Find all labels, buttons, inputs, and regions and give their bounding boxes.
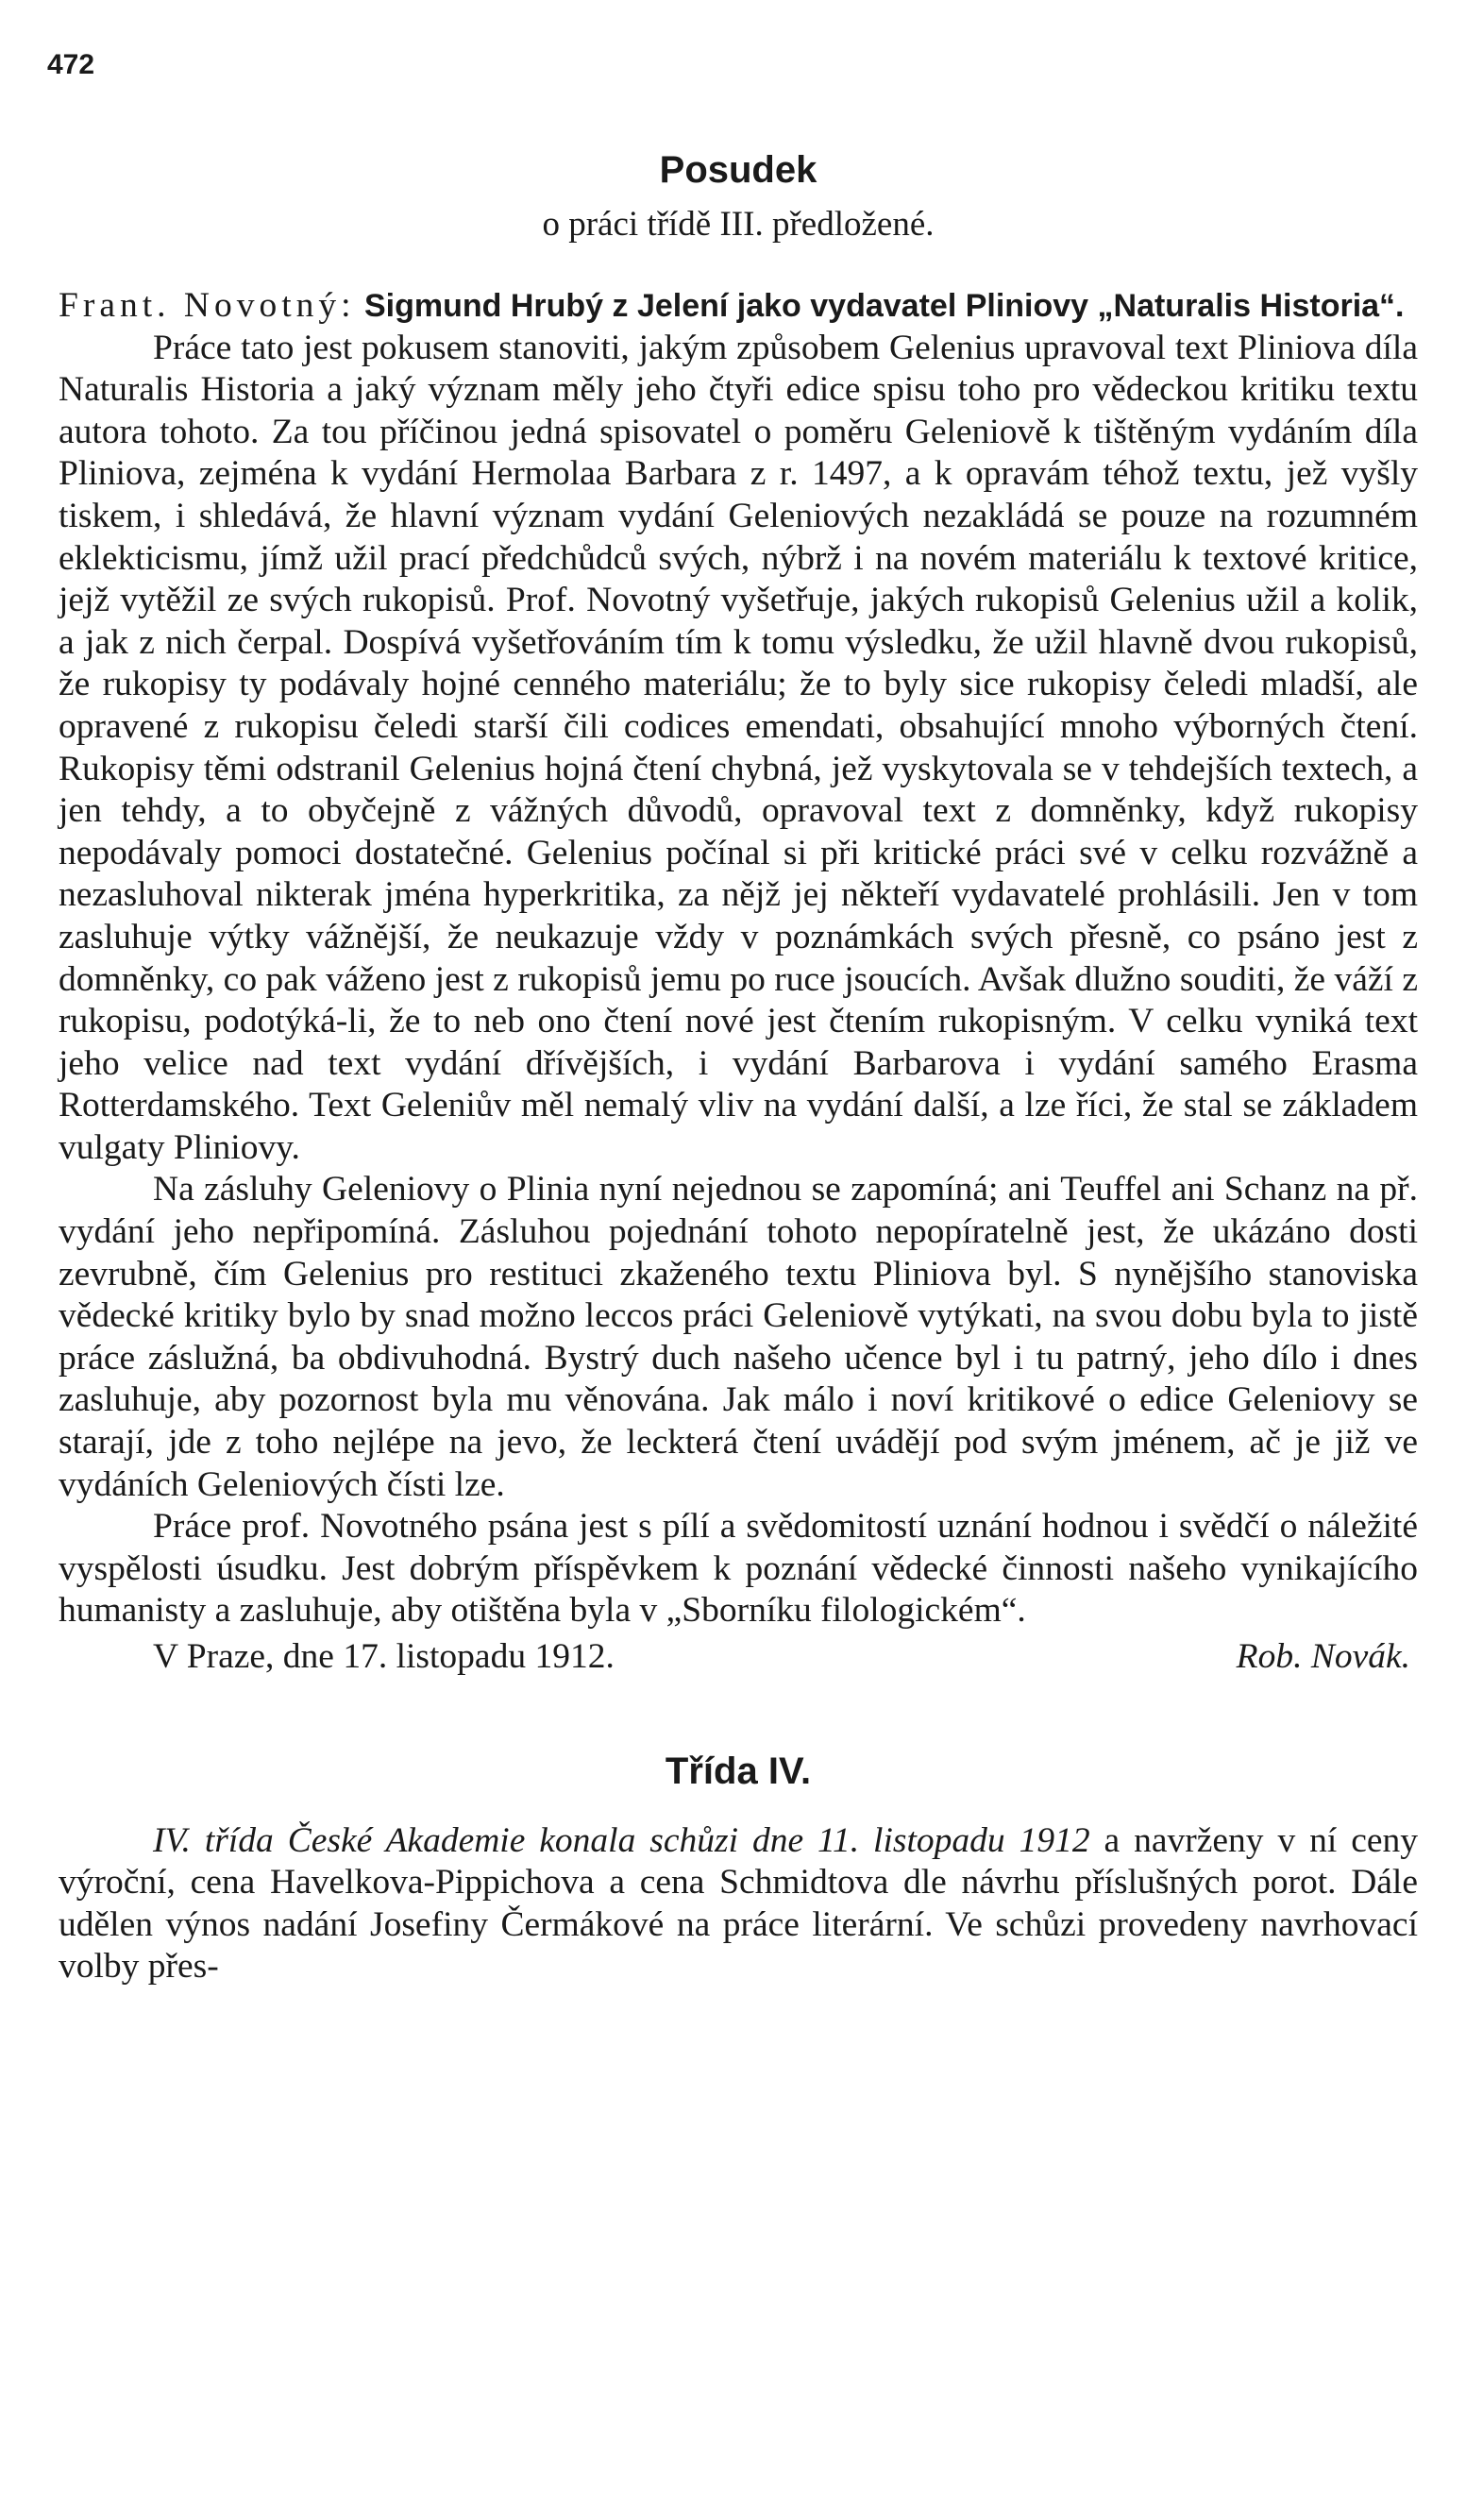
signature-line — [59, 1636, 1418, 1679]
review-paragraph-1: Práce tato jest pokusem stanoviti, jakým způsobem Gelenius upravoval text Pliniova díla Naturalis Historia a jaký význam měly jeho čtyři edice spisu toho pro vědeckou kritiku textu autora tohoto. Za tou příčinou jedná spisovatel o poměru Geleniově k tištěným vydáním díla Pliniova, zejména k vydání Hermolaa Barbara z r. 1497, a k opravám téhož textu, jež vyšly tiskem, i shledává, že hlavní význam vydání Geleniových nezakládá se pouze na rozumném eklekticismu, jímž užil prací předchůdců svých, nýbrž i na novém materiálu k textové kritice, jejž vytěžil ze svých rukopisů. Prof. Novotný vyšetřuje, jakých rukopisů Gelenius užil a kolik, a jak z nich čerpal. Dospívá vyšetřováním tím k tomu výsledku, že užil hlavně dvou rukopisů, že rukopisy ty podávaly hojné cenného materiálu; že to byly sice rukopisy čeledi mladší, ale opravené z rukopisu čeledi starší čili codices emendati, obsahující mnoho výborných čtení. Rukopisy těmi odstranil Gelenius hojná čtení chybná, jež vyskytovala se v tehdejších textech, a jen tehdy, a to obyčejně z vážných důvodů, opravoval text z domněnky, když rukopisy nepodávaly pomoci dostatečné. Gelenius počínal si při kritické práci své v celku rozvážně a nezasluhoval nikterak jména hyperkritika, za nějž jej někteří vydavatelé prohlásili. Jen v tom zasluhuje výtky vážnější, že neukazuje vždy v poznámkách svých přesně, co psáno jest z domněnky, co pak váženo jest z rukopisů jemu po ruce jsoucích. Avšak dlužno souditi, že váží z rukopisu, podotýká-li, že to neb ono čtení nové jest čtením rukopisným. V celku vyniká text jeho velice nad text vydání dřívějších, i vydání Barbarova i vydání samého Erasma Rotterdamského. Text Geleniův měl nemalý vliv na vydání další, a lze říci, že stal se základem vulgaty Pliniovy. — [59, 328, 1418, 1167]
reviewer-signature: Rob. Novák. — [1236, 1637, 1410, 1676]
section-paragraph — [59, 1820, 1418, 1988]
author-name: Frant. Novotný: — [59, 286, 356, 325]
review-paragraph-3: Práce prof. Novotného psána jest s pílí a svědomitostí uznání hodnou i svědčí o náležité vyspělosti úsudku. Jest dobrým příspěvkem k poznání vědecké činnosti našeho vynikajícího humanisty a zasluhuje, aby otištěna byla v „Sborníku filologickém“. — [59, 1507, 1418, 1631]
page-content — [59, 142, 1418, 1988]
review-heading: Posudek — [659, 149, 817, 191]
review-subheading: o práci třídě III. předložené. — [542, 205, 935, 244]
review-paragraph-2: Na zásluhy Geleniovy o Plinia nyní nejednou se zapomíná; ani Teuffel ani Schanz na př. vydání jeho nepřipomíná. Zásluhou pojednání tohoto nepopíratelně jest, že ukázáno dosti zevrubně, čím Gelenius pro restituci zkaženého textu Pliniova byl. S nynějšího stanoviska vědecké kritiky bylo by snad možno leccos práci Geleniově vytýkati, na svou dobu byla to jistě práce záslužná, ba obdivuhodná. Bystrý duch našeho učence byl i tu patrný, jeho dílo i dnes zasluhuje, aby pozornost byla mu věnována. Jak málo i noví kritikové o edice Geleniovy se starají, jde z toho nejlépe na jevo, že leckterá čtení uvádějí pod svým jménem, ač je již ve vydáních Geleniových čísti lze. — [59, 1170, 1418, 1504]
reviewed-work-line — [59, 285, 1418, 328]
work-title: Sigmund Hrubý z Jelení jako vydavatel Pliniovy „Naturalis Historia“. — [363, 288, 1405, 324]
page-number: 472 — [47, 49, 95, 80]
section-text: a navrženy v ní ceny výroční, cena Havelkova-Pippichova a cena Schmidtova dle návrhu příslušných porot. Dále udělen výnos nadání Josefiny Čermákové na práce literární. Ve schůzi provedeny navrhovací volby přes- — [59, 1820, 1419, 1987]
place-date: V Praze, dne 17. listopadu 1912. — [153, 1637, 615, 1676]
section-lead: IV. třída České Akademie konala schůzi dne 11. listopadu 1912 — [153, 1820, 1090, 1860]
section-heading: Třída IV. — [665, 1750, 812, 1792]
